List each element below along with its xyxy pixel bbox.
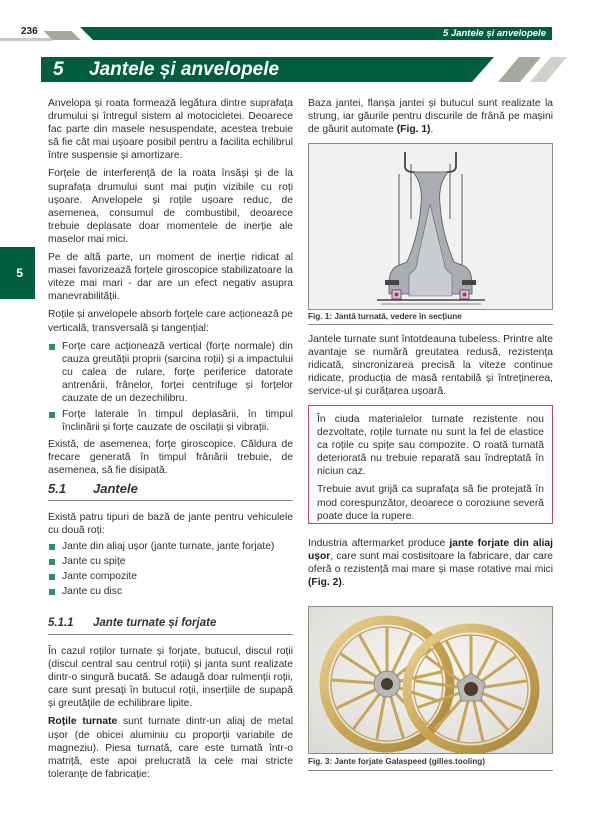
running-title: 5 Jantele și anvelopele [443,28,546,39]
figure-reference: (Fig. 2) [308,577,342,589]
forces-list [48,340,293,435]
paragraph: Pe de altă parte, un moment de inerție ridicat al masei favorizează forțele giroscopice stabilizatoare la viteze mai mari - dar are un efect negativ asupra manevrabilității. [48,252,293,303]
paragraph: Baza jantei, flanșa jantei și butucul sunt realizate la strung, iar găurile pentru discurile de frână pe mașini de găurit automate (Fig. 1). [308,98,553,136]
section-title: Jante turnate și forjate [93,617,217,629]
chapter-side-tab [0,247,35,299]
figure-3-caption: Fig. 3: Jante forjate Galaspeed (gilles.tooling) [308,757,485,766]
note-paragraph: Trebuie avut grijă ca suprafața să fie protejată în mod corespunzător, deoarece o coroziune severă poate duce la rupere. [317,484,544,522]
bold-term: jante forjate din aliaj ușor [308,538,554,563]
section-number: 5.1.1 [48,617,74,629]
chapter-number: 5 [53,59,64,80]
paragraph: Anvelopa și roata formează legătura dintre suprafața drumului și întregul sistem al motocicletei. Deoarece fac parte din masele nesuspendate, acestea trebuie să fie cât mai ușoare posibil pentru a facilita echilibrul între suspensie și amortizare. [48,98,293,162]
paragraph: Forțele de interferență de la roata însăși și de la suprafața drumului sunt mai puțin vizibile cu roți ușoare. Anvelopele și roțile ușoare reduc, de asemenea, consumul de combustibil, deoarece trebuie deplasate doar momentele de inerție ale maselor mai mici. [48,168,293,245]
paragraph: Jantele turnate sunt întotdeauna tubeless. Printre alte avantaje se numără greutatea redusă, rezistența ridicată, sincronizarea precisă la viteze continue ridicate, producția de masă rentabilă și întreținerea, service-ul și curățarea ușoară. [308,334,553,398]
warning-note-box [308,405,553,524]
paragraph: Există, de asemenea, forțe giroscopice. Căldura de frecare generată în timpul frânării trebuie, de asemenea, să fie disipată. [48,439,293,477]
note-paragraph: În ciuda materialelor turnate rezistente nou dezvoltate, roțile turnate nu sunt la fel de elastice ca roțile cu spițe sau compozite. O roată turnată deteriorată nu trebuie reparată sau îndreptată în niciun caz. [317,414,544,478]
page-number: 236 [21,26,38,37]
caption-rule [308,324,553,325]
bullet-square-icon [49,544,55,550]
list-item: Jante din aliaj ușor (jante turnate, jante forjate) [48,540,293,553]
side-tab-label: 5 [16,266,23,280]
forged-wheels-illustration [309,607,552,753]
bold-term: Roțile turnate [48,716,118,728]
figure-reference: (Fig. 1) [396,124,431,136]
paragraph: Există patru tipuri de bază de jante pentru vehiculele cu două roți: [48,512,293,537]
bullet-square-icon [49,412,55,418]
chapter-title: Jantele și anvelopele [89,59,280,80]
right-column-paragraph [308,537,553,594]
list-item: Forțe care acționează vertical (forțe normale) din cauza greutății proprii (sarcina roții) și a impactului cu calea de rulare, forțe periferice datorate antrenării, frânelor, forței centrifuge și forțelor cauzate de un dezechilibru. [48,340,293,405]
figure-1-cross-section [308,143,553,310]
header-decor-line [0,38,52,41]
paragraph: Roțile și anvelopele absorb forțele care acționează pe verticală, transversală și tangențial: [48,309,293,334]
section-5-1-1-body [48,645,293,786]
caption-rule [308,770,553,771]
section-heading-5-1-1 [48,615,293,635]
section-title: Jantele [93,481,138,496]
wheel-cross-section-diagram [309,144,552,309]
paragraph: În cazul roților turnate și forjate, butucul, discul roții (discul central sau centrul roții) și janta sunt realizate dintr-o singură bucată. Se adaugă doar rulmenții roții, care sunt presați în butucul roții, inserțiile de supapă și greutățile de echilibrare lipite. [48,646,293,710]
right-column-paragraph [308,333,553,403]
bullet-square-icon [49,589,55,595]
bullet-square-icon [49,559,55,565]
list-item: Jante cu spițe [48,555,293,568]
figure-3-wheels-photo [308,606,553,754]
right-column-intro [308,97,553,141]
paragraph: Roțile turnate sunt turnate dintr-un aliaj de metal ușor (de obicei aluminiu cu proporții variabile de magneziu). Piesa turnată, care este turnată într-o matriță, este apoi prelucrată la cele mai stricte toleranțe de fabricație: [48,716,293,780]
rim-types-list [48,540,293,598]
list-item: Jante compozite [48,570,293,583]
bullet-square-icon [49,344,55,350]
bullet-square-icon [49,574,55,580]
list-item: Forțe laterale în timpul deplasării, în timpul înclinării și forțe cauzate de oscilații și vibrații. [48,408,293,434]
list-item: Jante cu disc [48,585,293,598]
section-number: 5.1 [48,481,67,496]
figure-1-caption: Fig. 1: Jantă turnată, vedere în secțiune [308,312,462,321]
section-heading-5-1 [48,479,293,501]
left-column [48,97,293,483]
paragraph: Industria aftermarket produce jante forjate din aliaj ușor, care sunt mai costisitoare la fabricare, dar care oferă o rezistență mai mare și mase rotative mai mici (Fig. 2). [308,538,554,589]
section-5-1-body [48,511,293,603]
